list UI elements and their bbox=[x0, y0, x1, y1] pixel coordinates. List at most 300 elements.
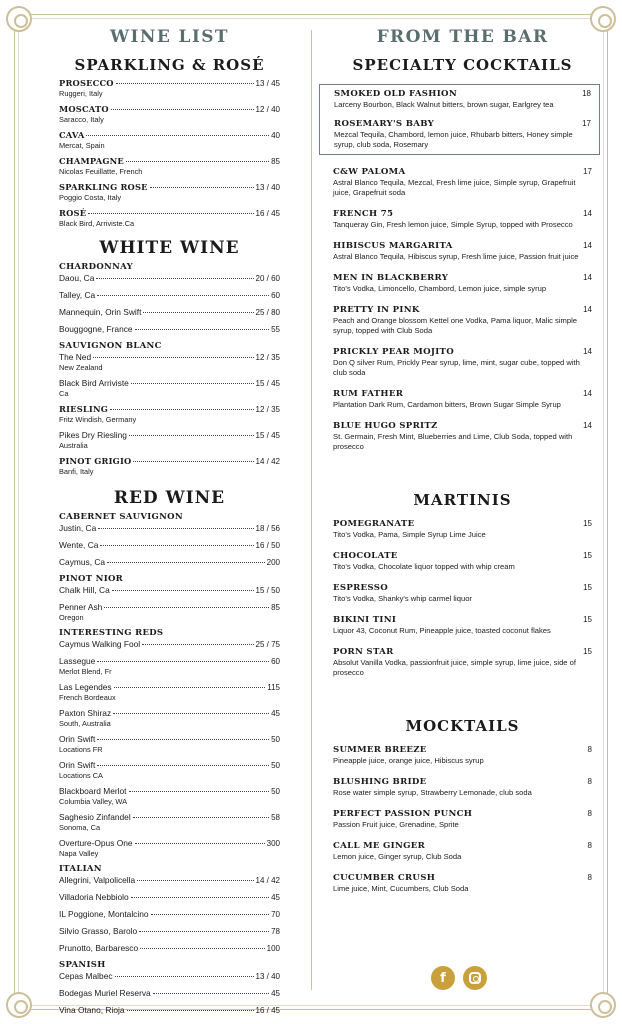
wine-origin: Locations CA bbox=[59, 771, 103, 780]
wine-origin: Sonoma, Ca bbox=[59, 823, 101, 832]
leader-dots bbox=[151, 914, 270, 915]
wine-name: Pikes Dry Riesling bbox=[59, 430, 127, 440]
leader-dots bbox=[98, 528, 253, 529]
wine-origin: Saracco, Italy bbox=[59, 115, 104, 124]
cocktail-name: PORN STAR bbox=[333, 647, 394, 657]
list-item bbox=[59, 352, 280, 372]
pinot-grigio-producer: Banfi, Italy bbox=[59, 467, 94, 476]
cocktail-head bbox=[333, 809, 592, 819]
leader-dots bbox=[93, 357, 253, 358]
cocktail-head bbox=[333, 777, 592, 787]
wine-origin: Ca bbox=[59, 389, 69, 398]
wine-line bbox=[59, 378, 280, 389]
wine-line bbox=[59, 892, 280, 903]
list-item bbox=[59, 456, 280, 476]
cocktail-name: PERFECT PASSION PUNCH bbox=[333, 809, 473, 819]
social-links bbox=[431, 966, 487, 990]
wine-line bbox=[59, 307, 280, 318]
spanish-list bbox=[59, 971, 280, 1016]
wine-name: Talley, Ca bbox=[59, 290, 96, 300]
wine-price: 200 bbox=[266, 558, 280, 567]
wine-name: Prunotto, Barbaresco bbox=[59, 943, 139, 953]
wine-line bbox=[59, 78, 280, 89]
wine-price: 16 / 50 bbox=[255, 541, 280, 550]
cocktail-description: St. Germain, Fresh Mint, Blueberries and Lime, Club Soda, topped with prosecco bbox=[333, 432, 573, 451]
wine-line bbox=[59, 523, 280, 534]
cocktail-head bbox=[334, 89, 591, 99]
leader-dots bbox=[107, 562, 265, 563]
leader-dots bbox=[135, 843, 265, 844]
cocktail-price: 15 bbox=[583, 519, 592, 528]
list-item bbox=[59, 307, 280, 318]
wine-price: 85 bbox=[271, 157, 280, 166]
cocktail-description: Tanqueray Gin, Fresh lemon juice, Simple Syrup, topped with Prosecco bbox=[333, 220, 573, 229]
wine-price: 15 / 45 bbox=[255, 431, 280, 440]
list-item bbox=[59, 156, 280, 176]
leader-dots bbox=[131, 897, 269, 898]
cocktail-head bbox=[333, 841, 592, 851]
list-item bbox=[59, 760, 280, 780]
wine-name: Justin, Ca bbox=[59, 523, 97, 533]
wine-origin: Oregon bbox=[59, 613, 84, 622]
pinot-grigio-heading: PINOT GRIGIO bbox=[59, 456, 132, 466]
wine-name: Paxton Shiraz bbox=[59, 708, 112, 718]
cocktail-name: C&W PALOMA bbox=[333, 167, 406, 177]
wine-price: 12 / 35 bbox=[255, 353, 280, 362]
cocktail-description: Liquor 43, Coconut Rum, Pineapple juice, toasted coconut flakes bbox=[333, 626, 551, 635]
cocktail-name: ROSEMARY'S BABY bbox=[334, 119, 435, 129]
red-wine-title: RED WINE bbox=[113, 488, 226, 508]
wine-origin: Napa Valley bbox=[59, 849, 99, 858]
sparkling-title: SPARKLING & ROSÉ bbox=[74, 56, 265, 74]
wine-line bbox=[59, 943, 280, 954]
cocktail-head bbox=[333, 519, 592, 529]
list-item bbox=[59, 909, 280, 920]
wine-name: Bodegas Muriel Reserva bbox=[59, 988, 151, 998]
interesting-reds-heading: INTERESTING REDS bbox=[59, 628, 164, 638]
leader-dots bbox=[97, 765, 269, 766]
specialty-cocktails-title: SPECIALTY COCKTAILS bbox=[352, 56, 573, 74]
cocktail-head bbox=[334, 119, 591, 129]
cocktail-name: SUMMER BREEZE bbox=[333, 745, 427, 755]
instagram-icon[interactable] bbox=[463, 966, 487, 990]
list-item bbox=[59, 971, 280, 982]
wine-name: IL Poggione, Montalcino bbox=[59, 909, 149, 919]
wine-name: Penner Ash bbox=[59, 602, 103, 612]
wine-price: 115 bbox=[267, 683, 280, 692]
wine-line bbox=[59, 352, 280, 363]
wine-name: Orin Swift bbox=[59, 734, 96, 744]
instagram-glyph bbox=[469, 972, 481, 984]
wine-line bbox=[59, 875, 280, 886]
wine-price: 13 / 45 bbox=[255, 79, 280, 88]
list-item bbox=[333, 551, 592, 572]
wine-price: 16 / 45 bbox=[255, 209, 280, 218]
list-item bbox=[59, 656, 280, 676]
wine-price: 45 bbox=[271, 709, 280, 718]
white-wine-title: WHITE WINE bbox=[99, 238, 240, 258]
leader-dots bbox=[139, 931, 269, 932]
list-item bbox=[59, 324, 280, 335]
cocktail-description: Astral Blanco Tequila, Mezcal, Fresh lime juice, Simple syrup, Grapefruit juice, Grapefruit soda bbox=[333, 178, 576, 197]
cocktail-head bbox=[333, 167, 592, 177]
facebook-icon[interactable] bbox=[431, 966, 455, 990]
wine-origin: Ruggeri, Italy bbox=[59, 89, 103, 98]
cocktail-description: Pineapple juice, orange juice, Hibiscus syrup bbox=[333, 756, 484, 765]
cocktail-head bbox=[333, 647, 592, 657]
wine-name: ROSÉ bbox=[59, 208, 87, 218]
list-item bbox=[333, 209, 592, 230]
list-item bbox=[59, 786, 280, 806]
cocktail-description: Absolut Vanilla Vodka, passionfruit juice, simple syrup, lime juice, side of prosecco bbox=[333, 658, 576, 677]
wine-name: Lassegue bbox=[59, 656, 96, 666]
cocktail-name: BLUE HUGO SPRITZ bbox=[333, 421, 438, 431]
leader-dots bbox=[137, 880, 253, 881]
martinis-title: MARTINIS bbox=[413, 491, 512, 509]
list-item bbox=[59, 523, 280, 534]
leader-dots bbox=[86, 135, 269, 136]
cocktail-price: 18 bbox=[582, 89, 591, 98]
leader-dots bbox=[116, 83, 254, 84]
list-item bbox=[59, 926, 280, 937]
wine-name: Bouggogne, France bbox=[59, 324, 133, 334]
pinot-grigio-price: 14 / 42 bbox=[255, 457, 280, 466]
wine-line bbox=[59, 734, 280, 745]
cocktail-name: RUM FATHER bbox=[333, 389, 404, 399]
cocktail-price: 14 bbox=[583, 273, 592, 282]
list-item bbox=[333, 647, 592, 678]
list-item bbox=[333, 273, 592, 294]
cocktail-price: 8 bbox=[587, 841, 592, 850]
wine-price: 100 bbox=[266, 944, 280, 953]
cocktail-name: HIBISCUS MARGARITA bbox=[333, 241, 453, 251]
leader-dots bbox=[112, 590, 254, 591]
wine-origin: Columbia Valley, WA bbox=[59, 797, 128, 806]
list-item bbox=[334, 89, 591, 110]
cocktail-head bbox=[333, 551, 592, 561]
martinis-list bbox=[333, 519, 592, 678]
wine-name: Daou, Ca bbox=[59, 273, 95, 283]
corner-ornament-icon bbox=[590, 992, 616, 1018]
list-item bbox=[333, 745, 592, 766]
wine-line bbox=[59, 760, 280, 771]
cocktail-price: 14 bbox=[583, 209, 592, 218]
cocktail-name: POMEGRANATE bbox=[333, 519, 415, 529]
cocktail-price: 8 bbox=[587, 873, 592, 882]
interesting-reds-list bbox=[59, 639, 280, 858]
riesling-heading: RIESLING bbox=[59, 404, 109, 414]
list-item bbox=[59, 430, 280, 450]
wine-price: 18 / 56 bbox=[255, 524, 280, 533]
list-item bbox=[333, 777, 592, 798]
wine-name: Saghesio Zinfandel bbox=[59, 812, 131, 822]
cocktail-name: SMOKED OLD FASHION bbox=[334, 89, 457, 99]
cocktail-name: PRETTY IN PINK bbox=[333, 305, 420, 315]
leader-dots bbox=[96, 278, 253, 279]
cocktail-head bbox=[333, 389, 592, 399]
wine-name: Overture-Opus One bbox=[59, 838, 133, 848]
cocktail-description: Plantation Dark Rum, Cardamon bitters, Brown Sugar Simple Syrup bbox=[333, 400, 561, 409]
wine-origin: Australia bbox=[59, 441, 88, 450]
wine-line bbox=[59, 682, 280, 693]
cocktail-name: CUCUMBER CRUSH bbox=[333, 873, 436, 883]
cocktail-price: 14 bbox=[583, 421, 592, 430]
list-item bbox=[59, 943, 280, 954]
cocktail-price: 15 bbox=[583, 615, 592, 624]
list-item bbox=[59, 208, 280, 228]
list-item bbox=[59, 708, 280, 728]
wine-name: Blackboard Merlot bbox=[59, 786, 127, 796]
list-item bbox=[59, 892, 280, 903]
wine-origin: Black Bird, Arriviste.Ca bbox=[59, 219, 135, 228]
leader-dots bbox=[111, 109, 254, 110]
wine-price: 300 bbox=[266, 839, 280, 848]
wine-price: 40 bbox=[271, 131, 280, 140]
corner-ornament-icon bbox=[590, 6, 616, 32]
wine-origin: Nicolas Feuillatte, French bbox=[59, 167, 143, 176]
riesling-list bbox=[59, 430, 280, 450]
list-item bbox=[59, 602, 280, 622]
wine-name: Villadoria Nebbiolo bbox=[59, 892, 129, 902]
cocktail-name: CHOCOLATE bbox=[333, 551, 398, 561]
pinot-noir-list bbox=[59, 585, 280, 622]
cocktail-head bbox=[333, 241, 592, 251]
list-item bbox=[333, 809, 592, 830]
wine-name: Wente, Ca bbox=[59, 540, 99, 550]
cocktail-price: 15 bbox=[583, 583, 592, 592]
wine-name: Vina Otano, Rioja bbox=[59, 1005, 125, 1015]
cocktail-name: ESPRESSO bbox=[333, 583, 389, 593]
wine-line bbox=[59, 585, 280, 596]
wine-price: 45 bbox=[271, 893, 280, 902]
leader-dots bbox=[150, 187, 254, 188]
chardonnay-heading: CHARDONNAY bbox=[59, 262, 134, 272]
cocktail-head bbox=[333, 273, 592, 283]
cocktail-description: Mezcal Tequila, Chambord, lemon juice, Rhubarb bitters, Honey simple syrup, club soda, Rosemary bbox=[334, 130, 573, 149]
leader-dots bbox=[153, 993, 269, 994]
list-item bbox=[59, 838, 280, 858]
leader-dots bbox=[100, 545, 253, 546]
leader-dots bbox=[113, 713, 269, 714]
list-item bbox=[59, 78, 280, 98]
leader-dots bbox=[131, 383, 254, 384]
list-item bbox=[333, 841, 592, 862]
wine-line bbox=[59, 540, 280, 551]
wine-line bbox=[59, 909, 280, 920]
cocktail-price: 14 bbox=[583, 389, 592, 398]
wine-name: Black Bird Arriviste bbox=[59, 378, 129, 388]
wine-origin: New Zealand bbox=[59, 363, 103, 372]
wine-line bbox=[59, 273, 280, 284]
list-item bbox=[333, 305, 592, 336]
cocktail-description: Peach and Orange blossom Kettel one Vodka, Pama liquor, Malic simple syrup, topped with Club Soda bbox=[333, 316, 577, 335]
wine-line bbox=[59, 182, 280, 193]
wine-name: CAVA bbox=[59, 130, 85, 140]
wine-line bbox=[59, 208, 280, 219]
corner-ornament-icon bbox=[6, 6, 32, 32]
wine-line bbox=[59, 104, 280, 115]
wine-origin: Merlot Blend, Fr bbox=[59, 667, 112, 676]
leader-dots bbox=[129, 435, 254, 436]
wine-name: Mannequin, Orin Swift bbox=[59, 307, 142, 317]
list-item bbox=[59, 557, 280, 568]
cocktail-description: Astral Blanco Tequila, Hibiscus syrup, Fresh lime juice, Passion fruit juice bbox=[333, 252, 579, 261]
cocktail-price: 14 bbox=[583, 347, 592, 356]
cocktail-price: 14 bbox=[583, 241, 592, 250]
leader-dots bbox=[142, 644, 253, 645]
cocktail-head bbox=[333, 615, 592, 625]
wine-price: 13 / 40 bbox=[255, 972, 280, 981]
wine-price: 60 bbox=[271, 657, 280, 666]
cocktail-description: Tito's Vodka, Shanky's whip carmel liquor bbox=[333, 594, 472, 603]
cocktail-description: Lemon juice, Ginger syrup, Club Soda bbox=[333, 852, 462, 861]
list-item bbox=[59, 130, 280, 150]
leader-dots bbox=[97, 295, 269, 296]
wine-price: 78 bbox=[271, 927, 280, 936]
cocktail-price: 17 bbox=[583, 167, 592, 176]
list-item bbox=[333, 347, 592, 378]
wine-name: MOSCATO bbox=[59, 104, 109, 114]
cocktail-head bbox=[333, 305, 592, 315]
cocktail-description: Passion Fruit juice, Grenadine, Sprite bbox=[333, 820, 459, 829]
wine-name: PROSECCO bbox=[59, 78, 114, 88]
sparkling-list bbox=[59, 78, 280, 228]
wine-price: 25 / 75 bbox=[255, 640, 280, 649]
wine-line bbox=[59, 557, 280, 568]
sauvignon-list bbox=[59, 352, 280, 398]
leader-dots bbox=[143, 312, 253, 313]
wine-list-title: WINE LIST bbox=[110, 27, 229, 47]
list-item bbox=[333, 389, 592, 410]
cocktail-head bbox=[333, 209, 592, 219]
bar-column bbox=[333, 24, 592, 905]
wine-name: The Ned bbox=[59, 352, 92, 362]
wine-line bbox=[59, 971, 280, 982]
wine-price: 50 bbox=[271, 735, 280, 744]
wine-line bbox=[59, 812, 280, 823]
wine-name: CHAMPAGNE bbox=[59, 156, 124, 166]
wine-line bbox=[59, 786, 280, 797]
leader-dots bbox=[127, 1010, 254, 1011]
wine-price: 50 bbox=[271, 787, 280, 796]
cocktail-price: 14 bbox=[583, 305, 592, 314]
wine-line bbox=[59, 324, 280, 335]
cocktail-name: BIKINI TINI bbox=[333, 615, 397, 625]
cocktail-description: Larceny Bourbon, Black Walnut bitters, brown sugar, Earlgrey tea bbox=[334, 100, 554, 109]
wine-line bbox=[59, 156, 280, 167]
cabernet-list bbox=[59, 523, 280, 568]
wine-line bbox=[59, 838, 280, 849]
wine-line bbox=[59, 656, 280, 667]
wine-price: 16 / 45 bbox=[255, 1006, 280, 1015]
list-item bbox=[59, 540, 280, 551]
list-item bbox=[333, 615, 592, 636]
leader-dots bbox=[104, 607, 269, 608]
pinot-noir-heading: PINOT NIOR bbox=[59, 574, 124, 584]
wine-line bbox=[59, 290, 280, 301]
list-item bbox=[59, 1005, 280, 1016]
cocktail-name: CALL ME GINGER bbox=[333, 841, 426, 851]
wine-origin: Mercat, Spain bbox=[59, 141, 105, 150]
wine-name: Allegrini, Valpolicella bbox=[59, 875, 136, 885]
specialty-cocktails-list bbox=[333, 167, 592, 452]
wine-origin: Locations FR bbox=[59, 745, 103, 754]
cabernet-heading: CABERNET SAUVIGNON bbox=[59, 512, 183, 522]
leader-dots bbox=[126, 161, 269, 162]
riesling-producer: Fritz Windish, Germany bbox=[59, 415, 137, 424]
wine-origin: South, Australia bbox=[59, 719, 111, 728]
cocktail-head bbox=[333, 421, 592, 431]
wine-line bbox=[59, 1005, 280, 1016]
list-item bbox=[333, 873, 592, 894]
mocktails-title: MOCKTAILS bbox=[405, 717, 520, 735]
wine-price: 50 bbox=[271, 761, 280, 770]
cocktail-name: PRICKLY PEAR MOJITO bbox=[333, 347, 455, 357]
wine-price: 15 / 50 bbox=[255, 586, 280, 595]
list-item bbox=[59, 812, 280, 832]
wine-origin: Poggio Costa, Italy bbox=[59, 193, 122, 202]
cocktail-price: 8 bbox=[587, 745, 592, 754]
wine-line bbox=[59, 926, 280, 937]
cocktail-price: 15 bbox=[583, 647, 592, 656]
list-item bbox=[59, 404, 280, 424]
list-item bbox=[333, 519, 592, 540]
wine-name: Chalk Hill, Ca bbox=[59, 585, 110, 595]
list-item bbox=[59, 378, 280, 398]
cocktail-price: 8 bbox=[587, 777, 592, 786]
list-item bbox=[59, 104, 280, 124]
wine-line bbox=[59, 430, 280, 441]
cocktail-price: 8 bbox=[587, 809, 592, 818]
list-item bbox=[59, 988, 280, 999]
leader-dots bbox=[97, 661, 269, 662]
wine-line bbox=[59, 639, 280, 650]
leader-dots bbox=[133, 817, 269, 818]
facebook-glyph: f bbox=[440, 970, 446, 986]
list-item bbox=[59, 734, 280, 754]
wine-price: 45 bbox=[271, 989, 280, 998]
wine-name: Silvio Grasso, Barolo bbox=[59, 926, 138, 936]
cocktail-name: BLUSHING BRIDE bbox=[333, 777, 427, 787]
leader-dots bbox=[97, 739, 269, 740]
wine-line bbox=[59, 130, 280, 141]
cocktail-price: 15 bbox=[583, 551, 592, 560]
cocktail-description: Tito's Vodka, Chocolate liquor topped with whip cream bbox=[333, 562, 515, 571]
spanish-heading: SPANISH bbox=[59, 960, 106, 970]
cocktail-description: Rose water simple syrup, Strawberry Lemonade, club soda bbox=[333, 788, 532, 797]
cocktail-head bbox=[333, 583, 592, 593]
list-item bbox=[59, 182, 280, 202]
wine-list-column bbox=[59, 24, 280, 1022]
leader-dots bbox=[129, 791, 270, 792]
leader-dots bbox=[114, 687, 266, 688]
cocktail-description: Tito's Vodka, Limoncello, Chambord, Lemon juice, simple syrup bbox=[333, 284, 547, 293]
cocktail-head bbox=[333, 873, 592, 883]
cocktail-head bbox=[333, 347, 592, 357]
riesling-price: 12 / 35 bbox=[255, 405, 280, 414]
column-divider bbox=[311, 30, 312, 990]
sauvignon-heading: SAUVIGNON BLANC bbox=[59, 341, 162, 351]
wine-name: Caymus Walking Fool bbox=[59, 639, 141, 649]
wine-price: 85 bbox=[271, 603, 280, 612]
cocktail-description: Lime juice, Mint, Cucumbers, Club Soda bbox=[333, 884, 469, 893]
cocktail-name: FRENCH 75 bbox=[333, 209, 394, 219]
cocktail-description: Don Q silver Rum, Prickly Pear syrup, lime, mint, sugar cube, topped with club soda bbox=[333, 358, 580, 377]
leader-dots bbox=[115, 976, 254, 977]
wine-price: 15 / 45 bbox=[255, 379, 280, 388]
list-item bbox=[333, 421, 592, 452]
wine-price: 55 bbox=[271, 325, 280, 334]
